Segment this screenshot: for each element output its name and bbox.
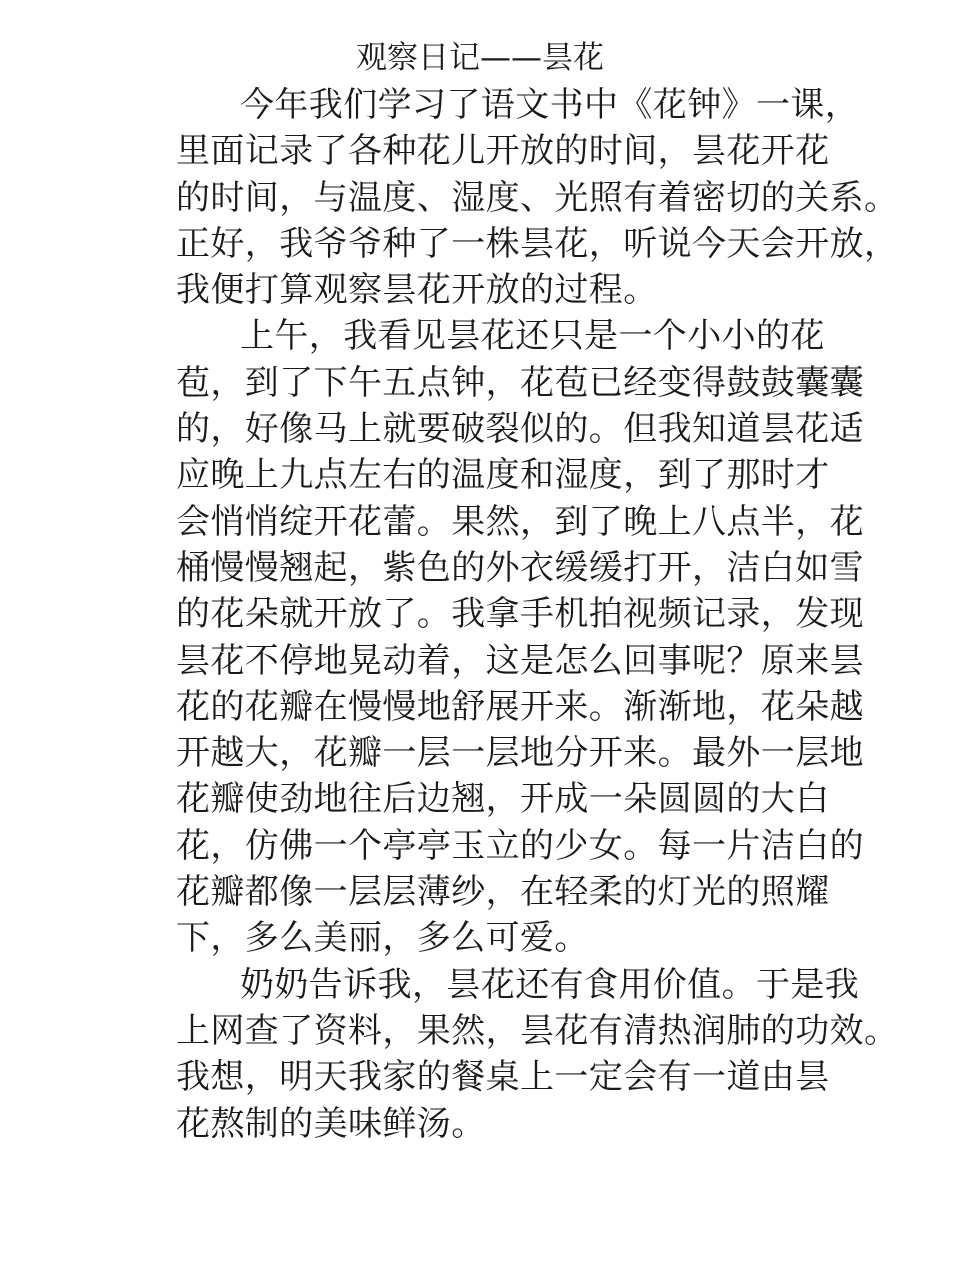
paragraph-2: [176, 313, 864, 961]
text-line: 我想，明天我家的餐桌上一定会有一道由昙: [176, 1057, 830, 1098]
text-line: 正好，我爷爷种了一株昙花，听说今天会开放，: [176, 223, 899, 264]
text-line: 下，多么美丽，多么可爱。: [176, 918, 589, 959]
text-line: 会悄悄绽开花蕾。果然，到了晚上八点半，花: [176, 501, 864, 542]
document-body: [176, 82, 899, 1147]
paragraph-1: [176, 82, 899, 313]
text-line: 花，仿佛一个亭亭玉立的少女。每一片洁白的: [176, 825, 864, 866]
text-line: 昙花不停地晃动着，这是怎么回事呢？原来昙: [176, 640, 864, 681]
text-line: 桶慢慢翘起，紫色的外衣缓缓打开，洁白如雪: [176, 547, 864, 588]
text-line: 的，好像马上就要破裂似的。但我知道昙花适: [176, 409, 864, 450]
text-line: 开越大，花瓣一层一层地分开来。最外一层地: [176, 733, 864, 774]
text-line: 应晚上九点左右的温度和湿度，到了那时才: [176, 455, 830, 496]
text-line: 的时间，与温度、湿度、光照有着密切的关系。: [176, 177, 899, 218]
text-line: 上网查了资料，果然，昙花有清热润肺的功效。: [176, 1010, 899, 1051]
text-line: 花熬制的美味鲜汤。: [176, 1103, 486, 1144]
text-line: 的花朵就开放了。我拿手机拍视频记录，发现: [176, 594, 864, 635]
text-line: 花瓣都像一层层薄纱，在轻柔的灯光的照耀: [176, 872, 830, 913]
text-line: 奶奶告诉我，昙花还有食用价值。于是我: [240, 964, 860, 1005]
text-line: 苞，到了下午五点钟，花苞已经变得鼓鼓囊囊: [176, 362, 864, 403]
text-line: 花瓣使劲地往后边翘，开成一朵圆圆的大白: [176, 779, 830, 820]
paragraph-3: [176, 962, 899, 1147]
text-line: 今年我们学习了语文书中《花钟》一课，: [240, 85, 860, 125]
text-line: 我便打算观察昙花开放的过程。: [176, 270, 658, 311]
document-title: 观察日记——昙花: [356, 40, 604, 76]
text-line: 上午，我看见昙花还只是一个小小的花: [240, 316, 825, 357]
text-line: 花的花瓣在慢慢地舒展开来。渐渐地，花朵越: [176, 686, 864, 727]
text-line: 里面记录了各种花儿开放的时间，昙花开花: [176, 131, 830, 172]
